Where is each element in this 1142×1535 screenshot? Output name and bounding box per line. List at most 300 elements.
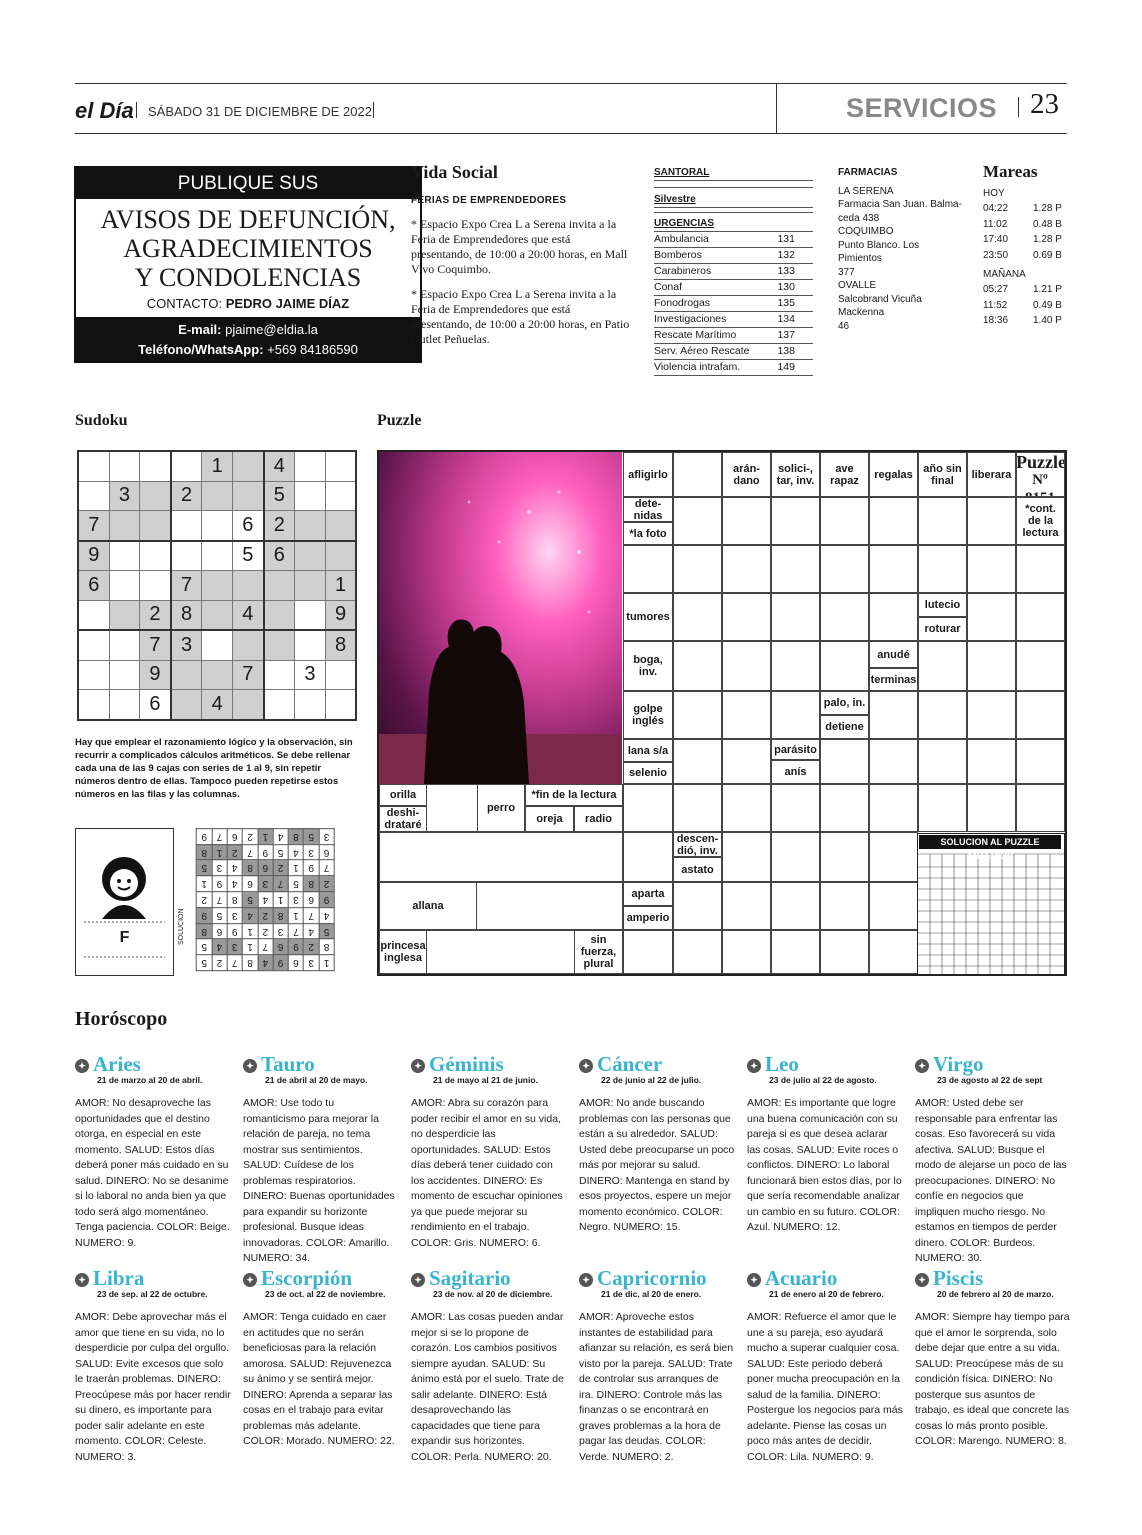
sign-name-row (411, 1267, 567, 1289)
urgencia-name: Carabineros (654, 265, 712, 277)
sudoku-cell[interactable] (295, 630, 326, 660)
solution-cell: 4 (258, 892, 273, 908)
answer-cell[interactable] (869, 882, 918, 930)
sudoku-cell[interactable]: 6 (140, 690, 171, 720)
sudoku-cell[interactable] (78, 630, 109, 660)
santoral-header (654, 165, 813, 181)
tide-height: 0.48 B (1033, 218, 1062, 230)
answer-cell[interactable] (771, 832, 820, 882)
solution-cell: 1 (319, 955, 334, 971)
answer-cell[interactable] (673, 691, 722, 739)
sudoku-cell[interactable] (202, 600, 233, 630)
urgencia-number: 132 (777, 249, 795, 261)
answer-cell[interactable] (673, 930, 722, 974)
solution-cell: 1 (258, 829, 273, 845)
farmacias-title: FARMACIAS (838, 167, 898, 178)
answer-cell[interactable] (918, 545, 967, 593)
answer-cell[interactable] (623, 930, 673, 974)
sudoku-cell[interactable] (202, 511, 233, 541)
clue-cell: astato (673, 857, 722, 882)
farmacia-line: ceda 438 (838, 212, 880, 224)
sudoku-cell[interactable]: 9 (78, 541, 109, 571)
answer-cell[interactable] (771, 545, 820, 593)
horoscope-sign (747, 1053, 903, 1236)
solution-cell: 1 (197, 876, 212, 892)
solution-cell: 8 (319, 939, 334, 955)
sudoku-cell[interactable] (232, 571, 263, 601)
solution-cell: 4 (212, 939, 227, 955)
solution-cell: 8 (227, 892, 242, 908)
answer-cell[interactable] (673, 452, 722, 497)
answer-cell[interactable] (1016, 691, 1065, 739)
sign-name-row (243, 1053, 399, 1075)
header-divider (776, 83, 777, 133)
answer-cell[interactable] (623, 545, 673, 593)
answer-cell[interactable] (967, 593, 1016, 641)
sudoku-cell[interactable]: 6 (78, 571, 109, 601)
answer-cell[interactable] (623, 832, 673, 882)
sign-name-row (915, 1267, 1071, 1289)
sudoku-cell[interactable]: 7 (140, 630, 171, 660)
solution-cell: 7 (212, 892, 227, 908)
clue-cell: palo, in. (820, 691, 869, 715)
sudoku-cell[interactable]: 9 (140, 660, 171, 690)
answer-cell[interactable] (820, 832, 869, 882)
sudoku-cell[interactable] (325, 511, 356, 541)
sudoku-cell[interactable] (295, 541, 326, 571)
solution-cell: 5 (197, 955, 212, 971)
clue-cell: liberara (967, 452, 1016, 497)
answer-cell[interactable] (967, 691, 1016, 739)
email-label: E-mail: (178, 322, 222, 337)
answer-cell[interactable] (820, 545, 869, 593)
answer-cell[interactable] (1016, 784, 1065, 832)
sudoku-cell[interactable]: 7 (78, 511, 109, 541)
sudoku-cell[interactable]: 5 (264, 481, 295, 511)
couple-silhouette (379, 452, 622, 784)
solution-cell: 9 (273, 955, 288, 971)
sudoku-cell[interactable]: 8 (325, 630, 356, 660)
sudoku-cell[interactable] (109, 690, 140, 720)
sign-name-row (75, 1267, 231, 1289)
sign-text: AMOR: Usted debe ser responsable para enfrentar las cosas. Eso favorecerá su vida afectiva. SALUD: Busque el modo de alejarse un poco de las preocupaciones. DINERO: No confíe en negocios que impliquen mucho riesgo. No estamos en tiempos de perder dinero. COLOR: Burdeos. NUMERO: 30. (915, 1097, 1067, 1264)
answer-cell[interactable] (722, 691, 771, 739)
farmacia-line: Salcobrand Vicuña Mackenna (838, 293, 922, 318)
sudoku-row (78, 690, 356, 720)
tide-height: 0.69 B (1033, 249, 1062, 261)
sudoku-cell[interactable]: 3 (171, 630, 202, 660)
sign-dates: 20 de febrero al 20 de marzo. (937, 1289, 1054, 1299)
sudoku-cell[interactable] (202, 571, 233, 601)
sudoku-cell[interactable] (78, 660, 109, 690)
sign-dates: 23 de oct. al 22 de noviembre. (265, 1289, 386, 1299)
answer-cell[interactable] (820, 641, 869, 691)
answer-cell[interactable] (820, 882, 869, 930)
sudoku-cell[interactable] (295, 481, 326, 511)
sign-name: Acuario (765, 1266, 838, 1290)
sudoku-cell[interactable]: 2 (264, 511, 295, 541)
sudoku-cell[interactable] (264, 660, 295, 690)
answer-cell[interactable] (967, 641, 1016, 691)
solution-cell: 1 (273, 892, 288, 908)
answer-cell[interactable] (722, 882, 771, 930)
answer-cell[interactable] (869, 832, 918, 882)
contact-label: CONTACTO: (146, 296, 223, 311)
solution-cell: 2 (258, 923, 273, 939)
solution-cell: 4 (227, 860, 242, 876)
sign-name-row (75, 1053, 231, 1075)
rule (654, 208, 813, 213)
solution-cell: 8 (242, 955, 257, 971)
sudoku-cell[interactable] (202, 660, 233, 690)
sudoku-row (78, 481, 356, 511)
answer-cell[interactable] (918, 641, 967, 691)
sudoku-cell[interactable] (171, 541, 202, 571)
answer-cell[interactable] (623, 784, 673, 832)
sudoku-cell[interactable] (325, 541, 356, 571)
ad-contact-band (76, 317, 420, 361)
sign-dates: 23 de julio al 22 de agosto. (769, 1075, 877, 1085)
sudoku-cell[interactable] (109, 660, 140, 690)
solution-cell: 3 (319, 829, 334, 845)
sudoku-cell[interactable]: 2 (171, 481, 202, 511)
urgencia-name: Bomberos (654, 249, 702, 261)
sign-dates: 21 de mayo al 21 de junio. (433, 1075, 538, 1085)
sudoku-row (78, 571, 356, 601)
sudoku-cell[interactable]: 4 (202, 690, 233, 720)
answer-cell[interactable] (918, 739, 967, 784)
zodiac-icon: ✦ (579, 1059, 593, 1073)
issue-date: SÁBADO 31 DE DICIEMBRE DE 2022 (148, 104, 372, 119)
horoscope-sign (243, 1053, 399, 1267)
answer-cell[interactable] (673, 784, 722, 832)
mareas-hoy-list (983, 201, 1073, 263)
answer-cell[interactable] (1016, 641, 1065, 691)
solution-cell: 2 (212, 955, 227, 971)
solution-cell: 3 (227, 939, 242, 955)
sudoku-cell[interactable]: 2 (140, 600, 171, 630)
urgencia-row (654, 312, 813, 328)
answer-cell[interactable] (869, 497, 918, 545)
sign-name: Aries (93, 1052, 141, 1076)
solution-cell: 7 (242, 844, 257, 860)
sign-text: AMOR: Las cosas pueden andar mejor si se lo propone de corazón. Los cambios positivos siempre ayudan. SALUD: Su ánimo está por el suelo. Trate de salir adelante. DINERO: Está desaprovechando las capacidades que tiene para expandir sus horizontes. COLOR: Perla. NUMERO: 20. (411, 1311, 564, 1463)
clue-cell: perro (477, 784, 525, 832)
sudoku-cell[interactable] (264, 630, 295, 660)
urgencia-number: 131 (777, 233, 795, 245)
sign-name: Piscis (933, 1266, 984, 1290)
tide-height: 1.28 P (1033, 234, 1062, 245)
sudoku-cell[interactable] (295, 451, 326, 481)
sign-text: AMOR: Tenga cuidado en caer en actitudes que no serán beneficiosas para la relación amorosa. SALUD: Rejuvenezca su ánimo y se sentirá mejor. DINERO: Aprenda a separar las cosas en el trabajo para evitar problemas más adelante. COLOR: Morado. NUMERO: 22. (243, 1311, 395, 1447)
urgencia-row (654, 344, 813, 360)
sudoku-cell[interactable] (171, 690, 202, 720)
answer-cell[interactable] (379, 832, 623, 882)
solution-cell: 3 (304, 955, 319, 971)
horoscope-sign (915, 1267, 1071, 1450)
answer-cell[interactable] (722, 593, 771, 641)
solution-cell: 9 (197, 829, 212, 845)
urgencia-number: 134 (777, 313, 795, 325)
answer-cell[interactable] (820, 739, 869, 784)
clue-cell: terminas (869, 668, 918, 691)
clue-cell: regalas (869, 452, 918, 497)
tide-time: 05:27 (983, 284, 1009, 295)
sudoku-cell[interactable] (109, 571, 140, 601)
answer-cell[interactable] (771, 784, 820, 832)
answer-cell[interactable] (820, 497, 869, 545)
sudoku-cell[interactable]: 4 (264, 451, 295, 481)
answer-cell[interactable] (771, 497, 820, 545)
solution-cell: 1 (242, 939, 257, 955)
sudoku-cell[interactable] (140, 481, 171, 511)
answer-cell[interactable] (820, 930, 869, 974)
sudoku-cell[interactable] (232, 690, 263, 720)
answer-cell[interactable] (869, 930, 918, 974)
ad-heading: PUBLIQUE SUS (76, 168, 420, 199)
sudoku-cell[interactable] (78, 600, 109, 630)
tide-height: 0.49 B (1033, 299, 1062, 311)
divider (1018, 97, 1019, 117)
zodiac-icon: ✦ (75, 1273, 89, 1287)
sudoku-cell[interactable] (78, 481, 109, 511)
solution-cell: 2 (273, 860, 288, 876)
solution-row (197, 907, 335, 923)
answer-cell[interactable] (722, 784, 771, 832)
sudoku-cell[interactable]: 6 (232, 511, 263, 541)
vida-social-title: Vida Social (411, 162, 498, 182)
sudoku-cell[interactable] (232, 630, 263, 660)
sudoku-cell[interactable] (295, 600, 326, 630)
urgencia-name: Rescate Marítimo (654, 329, 737, 341)
sudoku-cell[interactable] (140, 571, 171, 601)
sudoku-cell[interactable]: 1 (325, 571, 356, 601)
sudoku-cell[interactable] (140, 541, 171, 571)
sudoku-cell[interactable]: 3 (295, 660, 326, 690)
solution-cell: 7 (212, 829, 227, 845)
sudoku-cell[interactable]: 7 (232, 660, 263, 690)
sudoku-cell[interactable] (140, 451, 171, 481)
clue-cell: anís (771, 760, 820, 784)
sign-name: Géminis (429, 1052, 504, 1076)
sudoku-cell[interactable] (295, 690, 326, 720)
sudoku-cell[interactable]: 7 (171, 571, 202, 601)
tide-time: 04:22 (983, 203, 1009, 214)
answer-cell[interactable] (673, 545, 722, 593)
urgencia-row (654, 232, 813, 248)
sudoku-cell[interactable]: 4 (232, 600, 263, 630)
sudoku-cell[interactable]: 8 (171, 600, 202, 630)
answer-cell[interactable] (1016, 452, 1065, 497)
urgencia-name: Ambulancia (654, 233, 709, 245)
answer-cell[interactable] (820, 784, 869, 832)
tide-row (983, 282, 1073, 298)
answer-cell[interactable] (771, 593, 820, 641)
sign-text: AMOR: No desaproveche las oportunidades que el destino otorga, en especial en este momento. SALUD: Estos días deberá poner más cuidado en su salud. DINERO: No se desanime si lo laboral no anda bien ya que todo será algo momentáneo. Tenga paciencia. COLOR: Beige. NUMERO: 9. (75, 1097, 230, 1249)
sudoku-cell[interactable] (202, 541, 233, 571)
clue-cell: año sin final (918, 452, 967, 497)
sudoku-cell[interactable] (109, 451, 140, 481)
solution-cell: 3 (288, 892, 303, 908)
horoscope-sign (75, 1053, 231, 1251)
solution-cell: 9 (212, 876, 227, 892)
sudoku-cell[interactable] (140, 511, 171, 541)
sign-name: Capricornio (597, 1266, 707, 1290)
answer-cell[interactable] (869, 784, 918, 832)
sudoku-cell[interactable]: 5 (232, 541, 263, 571)
sudoku-cell[interactable] (325, 660, 356, 690)
answer-cell[interactable] (918, 497, 967, 545)
answer-cell[interactable] (722, 739, 771, 784)
answer-cell[interactable] (722, 832, 771, 882)
sudoku-cell[interactable]: 3 (109, 481, 140, 511)
sign-name: Escorpión (261, 1266, 353, 1290)
tide-row (983, 232, 1073, 248)
sudoku-cell[interactable] (295, 571, 326, 601)
answer-cell[interactable] (771, 641, 820, 691)
sudoku-cell[interactable] (264, 571, 295, 601)
ad-line: AGRADECIMIENTOS (123, 234, 373, 263)
solution-cell: 2 (319, 876, 334, 892)
answer-cell[interactable] (722, 641, 771, 691)
answer-cell[interactable] (722, 497, 771, 545)
sudoku-cell[interactable] (295, 511, 326, 541)
solution-cell: 7 (273, 876, 288, 892)
farmacias-list (838, 185, 963, 334)
farmacia-line: OVALLE (838, 280, 877, 291)
answer-cell[interactable] (869, 593, 918, 641)
urgencia-name: Violencia intrafam. (654, 361, 741, 373)
answer-cell[interactable] (967, 545, 1016, 593)
zodiac-icon: ✦ (243, 1059, 257, 1073)
previous-solution-title: SOLUCION AL PUZZLE ANTERIOR (919, 835, 1061, 849)
phone-value[interactable]: +569 84186590 (267, 342, 358, 357)
sudoku-cell[interactable] (264, 690, 295, 720)
solution-cell: 6 (258, 860, 273, 876)
header-rule-top (75, 83, 1067, 84)
sudoku-cell[interactable] (264, 600, 295, 630)
solution-cell: 2 (242, 829, 257, 845)
answer-cell[interactable] (869, 545, 918, 593)
answer-cell[interactable] (967, 784, 1016, 832)
urgencia-row (654, 328, 813, 344)
answer-cell[interactable] (1016, 739, 1065, 784)
solution-cell: 4 (288, 844, 303, 860)
zodiac-icon: ✦ (411, 1059, 425, 1073)
answer-cell[interactable] (771, 882, 820, 930)
solution-cell: 3 (304, 844, 319, 860)
sign-name: Virgo (933, 1052, 984, 1076)
solution-cell: 6 (242, 876, 257, 892)
answer-cell[interactable] (1016, 593, 1065, 641)
urgencia-row (654, 360, 813, 376)
email-value[interactable]: pjaime@eldia.la (225, 322, 318, 337)
solution-cell: 4 (273, 829, 288, 845)
answer-cell[interactable] (869, 739, 918, 784)
farmacia-line: LA SERENA (838, 185, 894, 197)
sudoku-cell[interactable] (202, 481, 233, 511)
tide-height: 1.40 P (1033, 315, 1062, 326)
sudoku-cell[interactable] (325, 481, 356, 511)
answer-cell[interactable] (918, 691, 967, 739)
answer-cell[interactable] (771, 930, 820, 974)
tide-row (983, 313, 1073, 329)
sudoku-cell[interactable] (171, 451, 202, 481)
sudoku-cell[interactable] (232, 451, 263, 481)
ad-contact (76, 296, 420, 311)
answer-cell[interactable] (1016, 545, 1065, 593)
sudoku-cell[interactable]: 9 (325, 600, 356, 630)
answer-cell[interactable] (967, 739, 1016, 784)
answer-cell[interactable] (771, 691, 820, 739)
sudoku-instructions: Hay que emplear el razonamiento lógico y la observación, sin recurrir a complicados cálculos aritméticos. Se debe rellenar cada una de las 9 cajas con series de 1 al 9, sin repetir números dentro de ellas. Tampoco pueden repetirse estos números en las filas y las columnas. (75, 737, 353, 800)
brand-logo: el Día (75, 98, 134, 123)
solution-cell: 8 (242, 860, 257, 876)
solution-row (197, 939, 335, 955)
solution-cell: 5 (273, 844, 288, 860)
sudoku-cell[interactable]: 6 (264, 541, 295, 571)
answer-cell[interactable] (918, 784, 967, 832)
answer-cell[interactable] (673, 641, 722, 691)
answer-cell[interactable] (869, 691, 918, 739)
sign-name: Leo (765, 1052, 799, 1076)
sign-name: Tauro (261, 1052, 315, 1076)
fireworks-photo (379, 452, 622, 784)
solution-cell: 1 (212, 844, 227, 860)
sudoku-cell[interactable]: 1 (202, 451, 233, 481)
answer-cell[interactable] (673, 739, 722, 784)
sign-name-row (411, 1053, 567, 1075)
sudoku-grid[interactable] (77, 450, 357, 721)
hint-letter: F (119, 929, 130, 946)
answer-cell[interactable] (722, 930, 771, 974)
clue-cell: parásito (771, 739, 820, 760)
sudoku-cell[interactable] (202, 630, 233, 660)
sign-text: AMOR: No ande buscando problemas con las personas que están a su alrededor. SALUD: Usted debe preocuparse un poco más por mejorar su salud. DINERO: Mantenga en stand by esos proyectos, espere un mejor momento económico. COLOR: Negro. NUMERO: 15. (579, 1097, 735, 1233)
solution-row (197, 876, 335, 892)
sudoku-cell[interactable] (109, 511, 140, 541)
answer-cell[interactable] (722, 545, 771, 593)
answer-cell[interactable] (673, 593, 722, 641)
clue-cell: solici-, tar, inv. (771, 452, 820, 497)
clue-cell: *fin de la lectura (525, 784, 623, 806)
page-number: 23 (1030, 88, 1059, 120)
solution-cell: 3 (227, 907, 242, 923)
sudoku-cell[interactable] (171, 660, 202, 690)
sudoku-cell[interactable] (232, 481, 263, 511)
farmacia-line: COQUIMBO (838, 226, 894, 237)
sudoku-cell[interactable] (171, 511, 202, 541)
sudoku-cell[interactable] (325, 451, 356, 481)
clue-cell: golpe inglés (623, 691, 673, 739)
sudoku-cell[interactable] (109, 541, 140, 571)
clue-cell: princesa inglesa (379, 930, 427, 974)
sudoku-cell[interactable] (325, 690, 356, 720)
sudoku-cell[interactable] (109, 600, 140, 630)
zodiac-icon: ✦ (579, 1273, 593, 1287)
sign-name-row (915, 1053, 1071, 1075)
sudoku-cell[interactable] (78, 451, 109, 481)
answer-cell[interactable] (673, 882, 722, 930)
urgencia-row (654, 280, 813, 296)
sudoku-cell[interactable] (78, 690, 109, 720)
solution-cell: 3 (258, 876, 273, 892)
answer-cell[interactable] (967, 497, 1016, 545)
answer-cell[interactable] (673, 497, 722, 545)
answer-cell[interactable] (820, 593, 869, 641)
sudoku-cell[interactable] (109, 630, 140, 660)
solution-cell: 6 (212, 923, 227, 939)
